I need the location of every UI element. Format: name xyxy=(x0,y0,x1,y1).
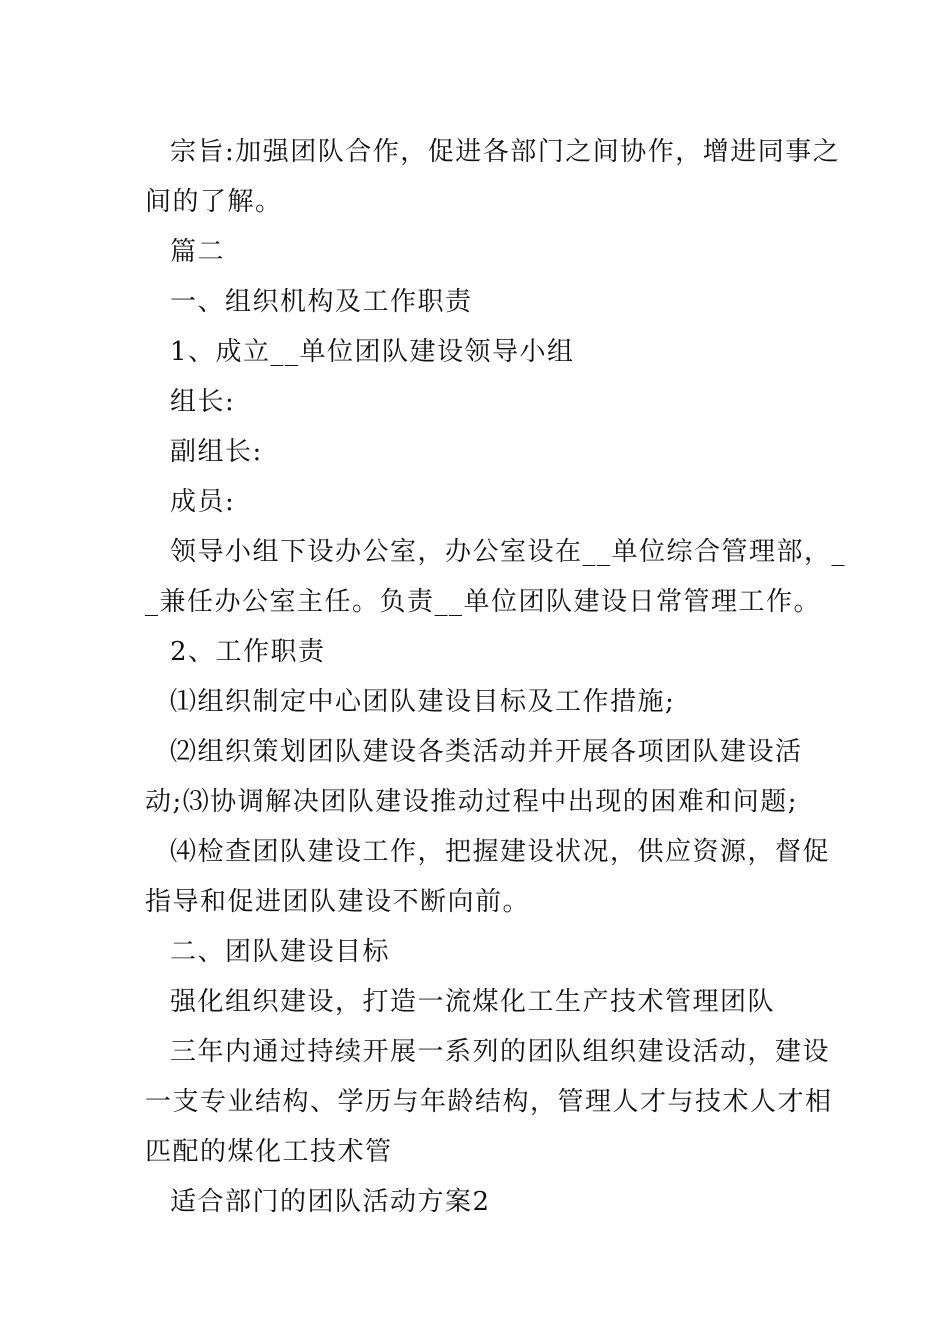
section-heading-part-two: 篇二 xyxy=(170,237,226,267)
label-members: 成员: xyxy=(170,487,236,517)
goal-paragraph-line-1: 三年内通过持续开展一系列的团队组织建设活动，建设 xyxy=(170,1037,831,1067)
paragraph-office-line-1: 领导小组下设办公室，办公室设在__单位综合管理部，_ xyxy=(170,537,847,567)
heading-goals: 二、团队建设目标 xyxy=(170,937,391,967)
duty-item-2-line-2: 动;⑶协调解决团队建设推动过程中出现的困难和问题; xyxy=(145,787,799,817)
heading-duties: 2、工作职责 xyxy=(170,637,326,667)
heading-organization: 一、组织机构及工作职责 xyxy=(170,287,473,317)
label-deputy-leader: 副组长: xyxy=(170,437,263,467)
duty-item-1: ⑴组织制定中心团队建设目标及工作措施; xyxy=(170,687,676,717)
item-establish-group: 1、成立__单位团队建设领导小组 xyxy=(170,337,575,367)
section-heading-plan-2: 适合部门的团队活动方案2 xyxy=(170,1187,491,1217)
label-group-leader: 组长: xyxy=(170,387,236,417)
goal-paragraph-line-3: 匹配的煤化工技术管 xyxy=(145,1137,393,1167)
paragraph-office-line-2: _兼任办公室主任。负责__单位团队建设日常管理工作。 xyxy=(145,587,822,617)
paragraph-purpose-line-1: 宗旨:加强团队合作，促进各部门之间协作，增进同事之 xyxy=(170,137,841,167)
goal-statement: 强化组织建设，打造一流煤化工生产技术管理团队 xyxy=(170,987,776,1017)
duty-item-2-line-1: ⑵组织策划团队建设各类活动并开展各项团队建设活 xyxy=(170,737,803,767)
paragraph-purpose-line-2: 间的了解。 xyxy=(145,187,283,217)
goal-paragraph-line-2: 一支专业结构、学历与年龄结构，管理人才与技术人才相 xyxy=(145,1087,833,1117)
duty-item-4-line-2: 指导和促进团队建设不断向前。 xyxy=(145,887,531,917)
duty-item-4-line-1: ⑷检查团队建设工作，把握建设状况，供应资源，督促 xyxy=(170,837,831,867)
